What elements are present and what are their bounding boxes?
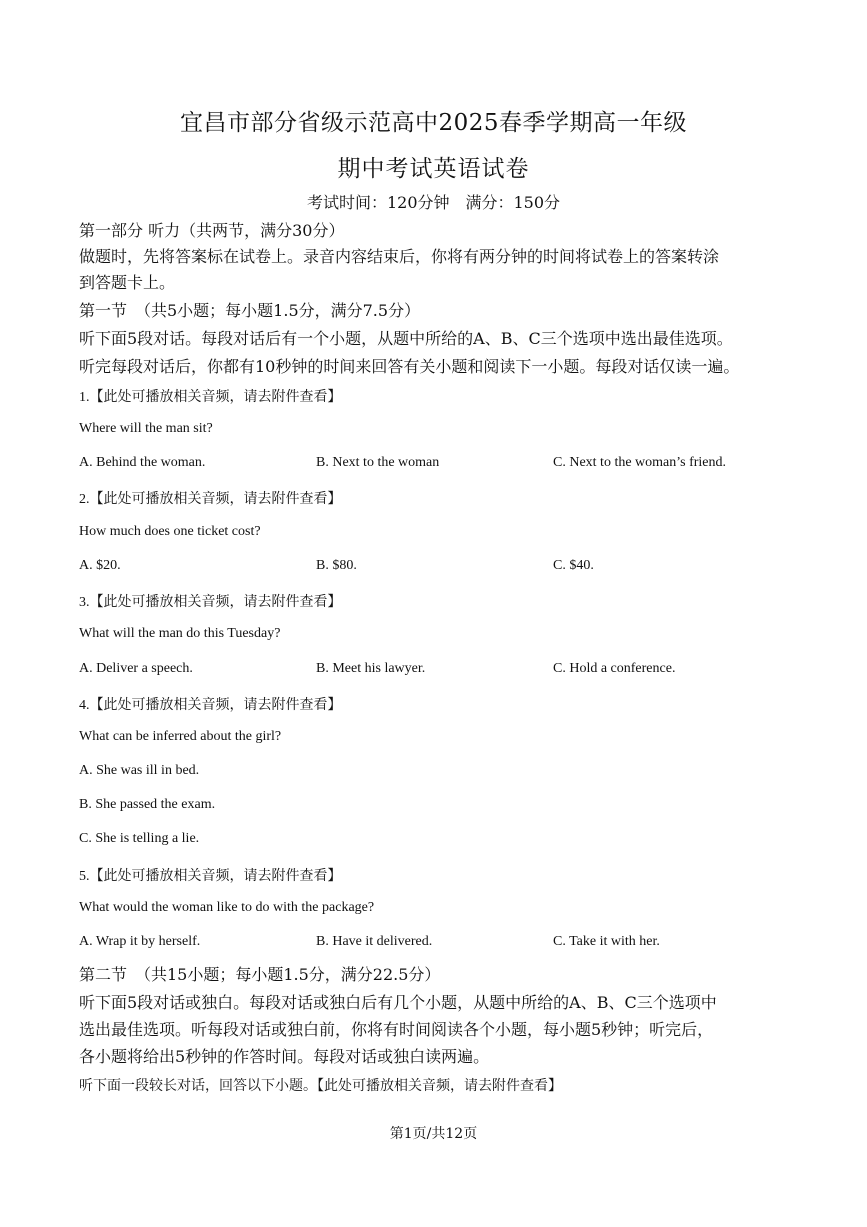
- page-number: 第1页/共12页: [389, 1126, 478, 1142]
- q5-option-b: B. Have it delivered.: [316, 934, 433, 949]
- q1-stem: Where will the man sit?: [79, 421, 213, 436]
- section1-instruction-line2: 听完每段对话后，你都有10秒钟的时间来回答有关小题和阅读下一小题。每段对话仅读一遍。: [79, 357, 740, 376]
- q3-option-a: A. Deliver a speech.: [79, 661, 193, 676]
- part1-instruction-line1: 做题时，先将答案标在试卷上。录音内容结束后，你将有两分钟的时间将试卷上的答案转涂: [79, 247, 720, 266]
- section1-instruction-line1: 听下面5段对话。每段对话后有一个小题，从题中所给的A、B、C三个选项中选出最佳选项。: [79, 329, 733, 348]
- q4-audio-link[interactable]: 4.【此处可播放相关音频，请去附件查看】: [79, 698, 342, 713]
- section2-instruction-line1: 听下面5段对话或独白。每段对话或独白后有几个小题，从题中所给的A、B、C三个选项中: [79, 993, 717, 1012]
- section1-heading: 第一节 （共5小题；每小题1.5分，满分7.5分）: [79, 301, 421, 320]
- exam-title-line2: 期中考试英语试卷: [337, 156, 530, 182]
- q5-option-c: C. Take it with her.: [553, 934, 660, 949]
- q2-option-b: B. $80.: [316, 558, 357, 573]
- q2-stem: How much does one ticket cost?: [79, 524, 261, 539]
- section2-heading: 第二节 （共15小题；每小题1.5分，满分22.5分）: [79, 965, 441, 984]
- q2-audio-link[interactable]: 2.【此处可播放相关音频，请去附件查看】: [79, 492, 342, 507]
- exam-meta: 考试时间：120分钟 满分：150分: [306, 193, 561, 212]
- part1-instruction-line2: 到答题卡上。: [79, 273, 176, 292]
- q2-option-c: C. $40.: [553, 558, 594, 573]
- q5-audio-link[interactable]: 5.【此处可播放相关音频，请去附件查看】: [79, 869, 342, 884]
- q5-stem: What would the woman like to do with the package?: [79, 900, 375, 915]
- q3-audio-link[interactable]: 3.【此处可播放相关音频，请去附件查看】: [79, 595, 342, 610]
- q2-option-a: A. $20.: [79, 558, 121, 573]
- q3-stem: What will the man do this Tuesday?: [79, 626, 281, 641]
- q4-stem: What can be inferred about the girl?: [79, 729, 282, 744]
- section2-instruction-line3: 各小题将给出5秒钟的作答时间。每段对话或独白读两遍。: [79, 1047, 490, 1066]
- q1-audio-link[interactable]: 1.【此处可播放相关音频，请去附件查看】: [79, 390, 342, 405]
- section2-lead-audio-link[interactable]: 听下面一段较长对话，回答以下小题。【此处可播放相关音频，请去附件查看】: [79, 1079, 562, 1094]
- q4-option-c: C. She is telling a lie.: [79, 831, 200, 846]
- q1-option-c: C. Next to the woman’s friend.: [553, 455, 727, 470]
- q5-option-a: A. Wrap it by herself.: [79, 934, 201, 949]
- q4-option-b: B. She passed the exam.: [79, 797, 216, 812]
- q1-option-a: A. Behind the woman.: [79, 455, 206, 470]
- q3-option-c: C. Hold a conference.: [553, 661, 676, 676]
- q3-option-b: B. Meet his lawyer.: [316, 661, 426, 676]
- exam-title-line1: 宜昌市部分省级示范高中2025春季学期高一年级: [179, 110, 688, 136]
- q1-option-b: B. Next to the woman: [316, 455, 440, 470]
- section2-instruction-line2: 选出最佳选项。听每段对话或独白前，你将有时间阅读各个小题，每小题5秒钟；听完后，: [79, 1020, 714, 1039]
- q4-option-a: A. She was ill in bed.: [79, 763, 200, 778]
- part1-heading: 第一部分 听力（共两节，满分30分）: [79, 221, 345, 240]
